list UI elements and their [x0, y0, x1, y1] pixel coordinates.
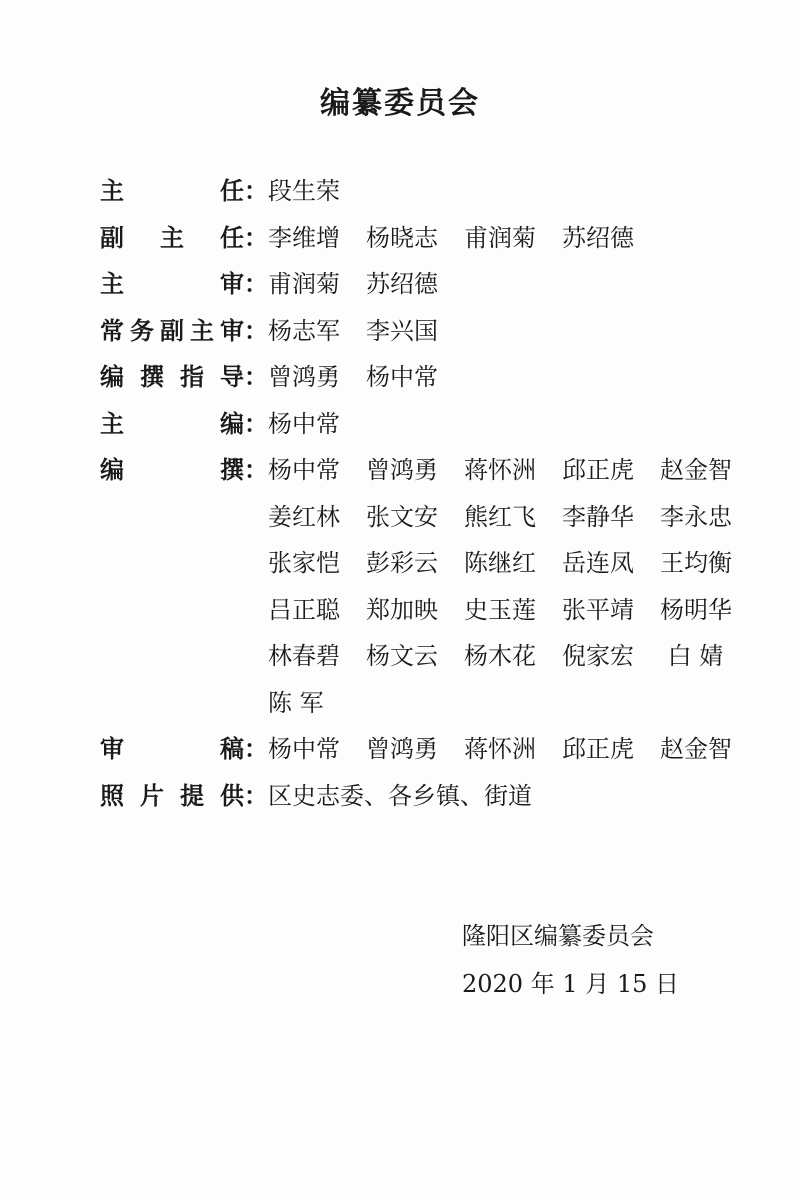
roster-label: [100, 401, 268, 448]
roster-row: [100, 447, 760, 726]
roster-label-char: 片: [140, 781, 164, 810]
roster-label-char: 编: [100, 456, 124, 484]
roster-label-char: 副: [160, 316, 184, 345]
roster-label-colon: ：: [244, 316, 268, 345]
roster-label-char: 主: [190, 316, 214, 345]
roster-label: [100, 726, 268, 773]
roster-names: [268, 261, 760, 308]
roster-label-tail: [220, 447, 268, 494]
roster-name: 郑加映: [366, 595, 438, 624]
roster-label-tail: [220, 308, 268, 355]
page-title: 编纂委员会: [320, 86, 480, 121]
roster-label: [100, 215, 268, 262]
roster-name: 史玉莲: [464, 595, 536, 624]
roster-label-char: 常: [100, 316, 124, 345]
roster-name: 蒋怀洲: [464, 735, 536, 763]
roster-label-char: 主: [160, 223, 184, 252]
roster-label-char: 编: [100, 363, 124, 391]
roster-names: [268, 447, 760, 726]
roster-name: 吕正聪: [268, 595, 340, 624]
roster-label: [100, 447, 268, 494]
roster-label-colon: ：: [244, 363, 268, 391]
roster-label-char: 主: [100, 409, 124, 438]
roster-name: 杨中常: [268, 409, 340, 438]
roster-name: 苏绍德: [562, 223, 634, 252]
roster-label-char: 稿: [220, 735, 244, 763]
roster-label-char: 供: [220, 781, 244, 810]
roster-label-tail: [220, 401, 268, 448]
roster-label-colon: ：: [244, 456, 268, 484]
roster-name: 熊红飞: [464, 502, 536, 531]
roster-name: 李兴国: [366, 316, 438, 345]
roster-label-char: 务: [130, 316, 154, 345]
signature-block: [462, 912, 679, 1008]
roster-name: 赵金智: [660, 735, 732, 763]
roster-label-char: 导: [220, 363, 244, 391]
roster-row: [100, 261, 760, 308]
roster-row: [100, 773, 760, 820]
roster-name: 甫润菊: [464, 223, 536, 252]
roster-label-char: 主: [100, 270, 124, 298]
roster-name: 杨志军: [268, 316, 340, 345]
roster-name: 姜红林: [268, 502, 340, 531]
roster-name: 杨中常: [268, 735, 340, 763]
roster-label-char: 主: [100, 177, 124, 205]
roster-row: [100, 168, 760, 215]
roster-name: 甫润菊: [268, 270, 340, 298]
roster-name: 李永忠: [660, 502, 732, 531]
roster-name: 苏绍德: [366, 270, 438, 298]
roster-label-colon: ：: [244, 781, 268, 810]
roster-label-char: 撰: [140, 363, 164, 391]
roster-label-tail: [220, 168, 268, 215]
roster-name: 白 婧: [660, 642, 724, 670]
roster-names: [268, 726, 760, 773]
roster-label-char: 编: [220, 409, 244, 438]
roster-name: 李维增: [268, 223, 340, 252]
roster-label-tail: [220, 261, 268, 308]
roster-names: [268, 354, 760, 401]
roster-name: 张文安: [366, 502, 438, 531]
roster-name: 杨文云: [366, 642, 438, 670]
roster-label-char: 副: [100, 223, 124, 252]
roster-row: [100, 215, 760, 262]
roster-name: 杨中常: [268, 456, 340, 484]
roster-name: 张家恺: [268, 549, 340, 577]
roster-name: 段生荣: [268, 177, 340, 205]
roster-label-char: 审: [100, 735, 124, 763]
roster-name: 邱正虎: [562, 735, 634, 763]
roster-names: [268, 401, 760, 448]
roster-names: [268, 308, 760, 355]
roster-label-tail: [220, 726, 268, 773]
roster-row: [100, 726, 760, 773]
roster-name: 蒋怀洲: [464, 456, 536, 484]
roster-label-char: 任: [220, 177, 244, 205]
roster-label-tail: [220, 354, 268, 401]
roster-label-char: 提: [180, 781, 204, 810]
roster-label-char: 审: [220, 270, 244, 298]
roster-name: 杨晓志: [366, 223, 438, 252]
roster-label-tail: [220, 215, 268, 262]
roster-name: 陈 军: [268, 688, 324, 717]
roster-row: [100, 308, 760, 355]
roster-name: 曾鸿勇: [366, 456, 438, 484]
roster-name: 林春碧: [268, 642, 340, 670]
roster-label-char: 撰: [220, 456, 244, 484]
roster-name: 彭彩云: [366, 549, 438, 577]
roster-label: [100, 168, 268, 215]
roster-name: 倪家宏: [562, 642, 634, 670]
roster-name: 曾鸿勇: [268, 363, 340, 391]
roster-label-char: 指: [180, 363, 204, 391]
roster-label: [100, 354, 268, 401]
roster-name: 李静华: [562, 502, 634, 531]
roster-label-char: 审: [220, 316, 244, 345]
roster-label-char: 任: [220, 223, 244, 252]
roster-name: 杨中常: [366, 363, 438, 391]
roster-label: [100, 773, 268, 820]
signature-date: 2020 年 1 月 15 日: [462, 970, 680, 998]
roster-label-colon: ：: [244, 270, 268, 298]
roster-row: [100, 354, 760, 401]
roster-name: 杨木花: [464, 642, 536, 670]
roster-row: [100, 401, 760, 448]
roster-label: [100, 308, 268, 355]
roster-name: 陈继红: [464, 549, 536, 577]
roster-name: 曾鸿勇: [366, 735, 438, 763]
roster-names: [268, 168, 760, 215]
roster-name: 邱正虎: [562, 456, 634, 484]
roster-names: [268, 215, 760, 262]
roster-label: [100, 261, 268, 308]
roster-label-colon: ：: [244, 409, 268, 438]
roster-label-colon: ：: [244, 735, 268, 763]
roster-name: 杨明华: [660, 595, 732, 624]
signature-org: 隆阳区编纂委员会: [462, 922, 654, 950]
committee-roster: [100, 168, 760, 819]
roster-name: 张平靖: [562, 595, 634, 624]
roster-name: 岳连凤: [562, 549, 634, 577]
roster-label-colon: ：: [244, 223, 268, 252]
roster-names: [268, 773, 760, 820]
roster-label-char: 照: [100, 781, 124, 810]
roster-name: 王均衡: [660, 549, 732, 577]
roster-label-tail: [220, 773, 268, 820]
roster-label-colon: ：: [244, 177, 268, 205]
roster-name: 赵金智: [660, 456, 732, 484]
roster-name: 区史志委、各乡镇、街道: [268, 781, 532, 810]
